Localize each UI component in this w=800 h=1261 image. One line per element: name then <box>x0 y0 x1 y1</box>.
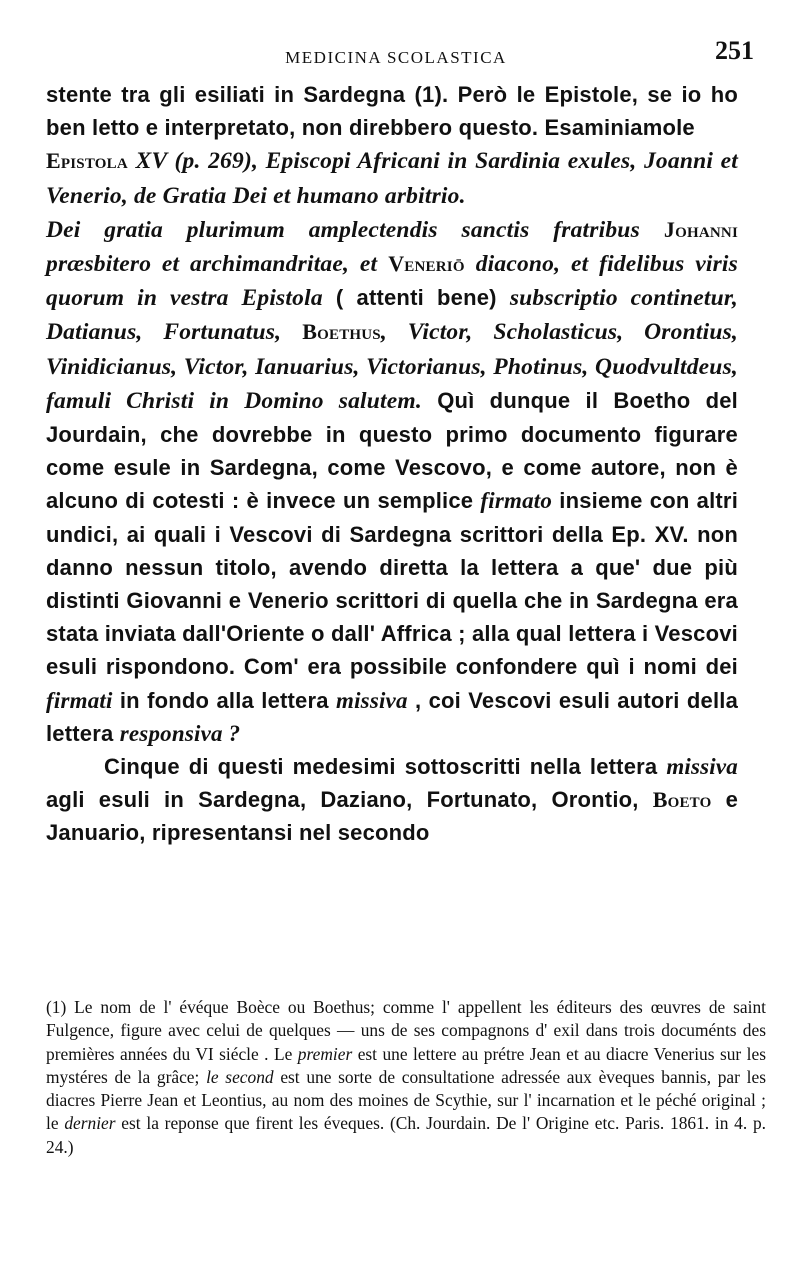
latin-quote: præsbitero et archimandritae, et <box>46 251 378 278</box>
footnote-emph-second: le second <box>206 1066 274 1087</box>
emph-firmati: firmati <box>46 687 113 713</box>
text-span: e Januario, ripresentansi nel secondo <box>46 787 739 846</box>
footnote-text: (1) Le nom de l' évéque Boèce ou Boethus; comme l' appellent les éditeurs des œuvres de saint Fulgence, figure avec celui de quelques — uns de ses compagnons d' exil dans trois documénts des premières années du VI siécle . Le <box>46 997 766 1064</box>
page-header <box>46 36 754 78</box>
footnote <box>46 996 766 1159</box>
text-span: insieme con altri undici, ai quali i Vescovi di Sardegna scrittori della Ep. XV. non danno nessun titolo, avendo diretta la lettera a que' due più distinti Giovanni e Venerio scrittori di quella che in Sardegna era stata inviata dall'Oriente o dall' Affrica ; alla qual lettera i Vescovi esuli rispondono. Com' era possibile confondere quì i nomi dei <box>46 488 739 680</box>
main-text <box>46 78 738 850</box>
page-number: 251 <box>715 36 754 65</box>
text-span: , coi Vescovi esuli autori della lettera <box>46 687 739 746</box>
text-span: Quì dunque il Boetho del Jourdain, che dovrebbe in questo primo documento figurare come esule in Sardegna, come Vescovo, e come autore, non è alcuno di cotesti : è invece un semplice <box>46 387 738 514</box>
epistle-label: Epistola <box>46 148 128 174</box>
name-johanni: Johanni <box>663 216 738 242</box>
footnote-text: est la reponse que firent les éveques. (Ch. Jourdain. De l' Origine etc. Paris. 1861. in 4. p. 24.) <box>46 1113 766 1157</box>
running-head: MEDICINA SCOLASTICA <box>285 48 507 67</box>
epistle-heading <box>46 144 738 212</box>
epistle-title: XV (p. 269), Episcopi Africani in Sardinia exules, Joanni et Venerio, de Gratia Dei et humano arbitrio. <box>46 148 738 209</box>
emph-responsiva: responsiva ? <box>119 720 241 746</box>
paragraph-continuation <box>46 78 738 144</box>
epistle-quote-paragraph <box>46 213 738 750</box>
name-venerio: Veneriō <box>388 251 465 277</box>
aside-paren: ( attenti bene) <box>335 285 497 311</box>
latin-quote: diacono, et fidelibus viris quorum in vestra Epistola <box>46 251 739 312</box>
emph-firmato: firmato <box>480 488 553 514</box>
text-span: agli esuli in Sardegna, Daziano, Fortunato, Orontio, <box>46 787 639 813</box>
footnote-text: est une lettere au prétre Jean et au diacre Venerius sur les mystéres de la grâce; <box>46 1043 766 1087</box>
name-boethus: Boethus <box>302 319 381 345</box>
emph-missiva: missiva <box>335 687 408 713</box>
latin-quote: subscriptio continetur, Datianus, Fortunatus, <box>46 285 738 346</box>
emph-missiva: missiva <box>666 754 738 780</box>
footnote-emph-premier: premier <box>297 1043 353 1064</box>
latin-quote: Dei gratia plurimum amplectendis sanctis fratribus <box>46 216 640 243</box>
text-span: Cinque di questi medesimi sottoscritti nella lettera <box>104 754 658 780</box>
text-span: stente tra gli esiliati in Sardegna (1). Però le Epistole, se io ho ben letto e interpretato, non direbbero questo. Esaminiamole <box>46 82 738 141</box>
footnote-text: est une sorte de consultatione adressée aux èveques bannis, par les diacres Pierre Jean et Leontius, au nom des moines de Scythie, sur l' incarnation et le péché original ; le <box>46 1066 766 1134</box>
footnote-emph-dernier: dernier <box>64 1113 116 1134</box>
name-boeto: Boeto <box>652 787 712 813</box>
paragraph-cinque <box>46 750 738 850</box>
latin-quote: , Victor, Scholasticus, Orontius, Vinidicianus, Victor, Ianuarius, Victorianus, Photinus, Quodvultdeus, famuli Christi in Domino salutem. <box>46 319 739 414</box>
text-span: in fondo alla lettera <box>119 687 329 713</box>
